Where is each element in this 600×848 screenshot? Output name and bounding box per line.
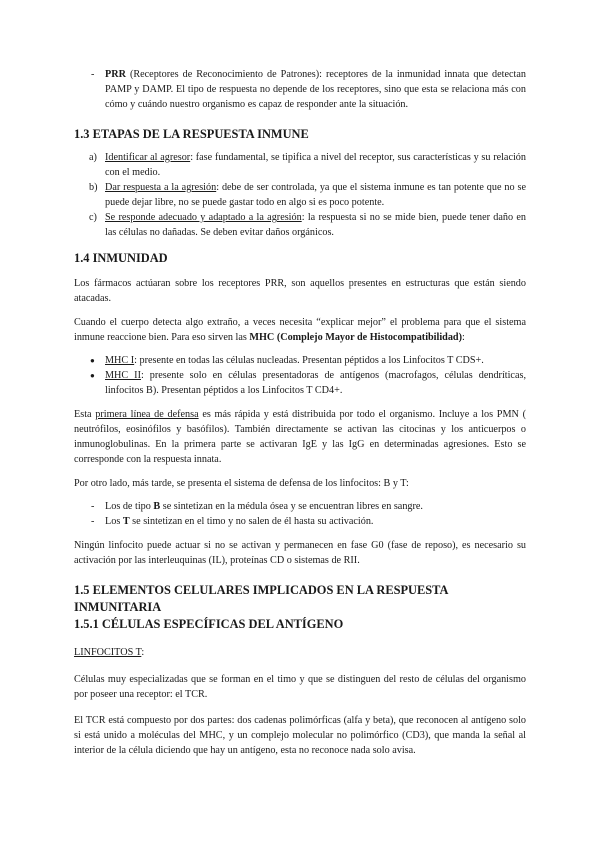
document-page <box>74 67 526 758</box>
section-heading: 1.5 ELEMENTOS CELULARES IMPLICADOS EN LA RESPUESTA INMUNITARIA <box>74 583 448 614</box>
paragraph-text: Esta <box>74 409 96 420</box>
item-text: Los <box>105 516 123 527</box>
item-text: (Receptores de Reconocimiento de Patrones): receptores de la inmunidad innata que detectan PAMP y DAMP. El tipo de respuesta no depende de los receptores, sino que esta se relaciona más con cómo y cuándo nuestro organismo es capaz de responder ante la situación. <box>105 69 526 110</box>
list-item <box>74 499 526 514</box>
mhc-list <box>74 353 526 398</box>
stages-list <box>74 150 526 240</box>
item-text: se sintetizan en el timo y no salen de él hasta su activación. <box>129 516 374 527</box>
bullet-marker: ● <box>90 356 95 365</box>
term-underlined: Identificar al agresor <box>105 152 191 163</box>
list-marker: a) <box>89 152 97 163</box>
paragraph: Ningún linfocito puede actuar si no se activan y permanecen en fase G0 (fase de reposo), es necesario su activación por las interleuquinas (IL), proteínas CD o sistemas de RII. <box>74 540 526 566</box>
bullet-marker: ● <box>90 371 95 380</box>
paragraph: El TCR está compuesto por dos partes: dos cadenas polimórficas (alfa y beta), que reconocen al antígeno solo si está unido a moléculas del MHC, y un complejo molecular no polimórfico (CD3), que manda la señal al interior de la célula diciendo que hay un antígeno, esta no reconoce nada solo avisa. <box>74 715 526 756</box>
list-item <box>74 368 526 398</box>
list-item <box>74 514 526 529</box>
term-underlined: primera línea de defensa <box>95 409 199 420</box>
item-text: : presente en todas las células nucleadas. Presentan péptidos a los Linfocitos T CDS+. <box>134 355 484 366</box>
list-marker: - <box>91 501 95 512</box>
paragraph-text: Cuando el cuerpo detecta algo extraño, a veces necesita “explicar mejor” el problema para que el sistema inmune reaccione bien. Para eso sirven las <box>74 317 526 343</box>
term-bold: B <box>153 501 161 512</box>
label-paragraph <box>74 645 526 660</box>
term-underlined: Se responde adecuado y adaptado a la agresión <box>105 212 302 223</box>
paragraph: Por otro lado, más tarde, se presenta el sistema de defensa de los linfocitos: B y T: <box>74 478 409 489</box>
label-underlined: LINFOCITOS T <box>74 647 142 658</box>
item-text: : debe de ser controlada, ya que el sistema inmune es tan potente que no se puede dejar libre, no se puede gastar todo en algo si es poco potente. <box>105 182 526 208</box>
paragraph <box>74 407 526 467</box>
paragraph-text: : <box>462 332 465 343</box>
lymphocyte-list <box>74 499 526 529</box>
term-bold: MHC (Complejo Mayor de Histocompatibilidad) <box>249 332 462 343</box>
prr-list <box>74 67 526 112</box>
list-marker: - <box>91 516 95 527</box>
term-underlined: MHC II <box>105 370 141 381</box>
list-item <box>74 353 526 368</box>
term-bold: T <box>122 516 130 527</box>
item-text: Los de tipo <box>105 501 154 512</box>
list-item <box>74 67 526 112</box>
section-heading: 1.4 INMUNIDAD <box>74 251 168 265</box>
item-text: se sintetizan en la médula ósea y se encuentran libres en sangre. <box>160 501 423 512</box>
term-underlined: MHC I <box>105 355 135 366</box>
paragraph-text: es más rápida y está distribuida por todo el organismo. Incluye a los PMN ( neutrófilos, eosinófilos y basófilos). También directamente se activan las citocinas y los anticuerpos o inmunoglobulinas. En la primera parte se activaran IgE y las IgG en determinadas agresiones. Esto se corresponde con la respuesta innata. <box>74 409 526 465</box>
list-marker: c) <box>89 212 97 223</box>
term-underlined: Dar respuesta a la agresión <box>105 182 217 193</box>
list-item <box>74 180 526 210</box>
item-text: : la respuesta si no se mide bien, puede tener daño en las células no dañadas. Se deben evitar daños orgánicos. <box>105 212 526 238</box>
paragraph: Células muy especializadas que se forman en el timo y que se distinguen del resto de células del organismo por poseer una receptor: el TCR. <box>74 674 526 700</box>
item-text: : presente solo en células presentadoras de antígenos (macrofagos, células dendríticas, linfocitos B). Presentan péptidos a los Linfocitos T CD4+. <box>105 370 526 396</box>
term-bold: PRR <box>105 69 126 80</box>
list-marker: b) <box>89 182 98 193</box>
section-heading: 1.3 ETAPAS DE LA RESPUESTA INMUNE <box>74 127 309 141</box>
label-text: : <box>141 647 145 658</box>
paragraph: Los fármacos actúaran sobre los receptores PRR, son aquellos presentes en estructuras que están siendo atacadas. <box>74 278 526 304</box>
list-item <box>74 150 526 180</box>
item-text: : fase fundamental, se tipifica a nivel del receptor, sus características y su relación con el medio. <box>105 152 526 178</box>
paragraph <box>74 315 526 345</box>
subsection-heading: 1.5.1 CÉLULAS ESPECÍFICAS DEL ANTÍGENO <box>74 617 344 631</box>
list-item <box>74 210 526 240</box>
list-marker: - <box>91 69 95 80</box>
